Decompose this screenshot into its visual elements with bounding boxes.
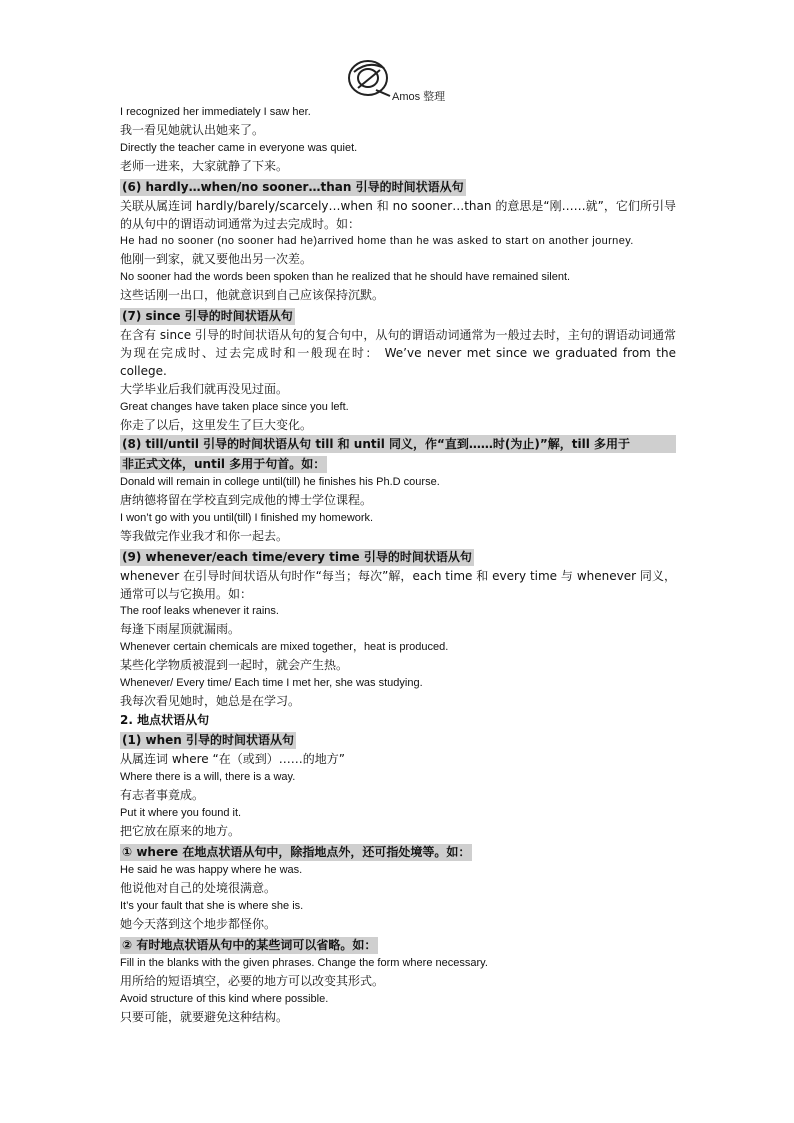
example-en: Fill in the blanks with the given phrases. Change the form where necessary. — [120, 957, 488, 969]
example-zh: 我一看见她就认出她来了。 — [120, 123, 265, 137]
example-zh: 他刚一到家，就又要他出另一次差。 — [120, 252, 313, 266]
example-en: Whenever/ Every time/ Each time I met her, she was studying. — [120, 677, 423, 689]
example-zh: 他说他对自己的处境很满意。 — [120, 881, 277, 895]
document-body — [120, 104, 676, 1027]
section-heading-9: (9) whenever/each time/every time 引导的时间状语从句 — [122, 550, 472, 564]
logo-icon — [346, 58, 392, 98]
note-heading-1: ① where 在地点状语从句中，除指地点外，还可指处境等。如： — [122, 845, 471, 859]
example-en: Donald will remain in college until(till) he finishes his Ph.D course. — [120, 476, 440, 488]
example-zh: 用所给的短语填空，必要的地方可以改变其形式。 — [120, 974, 385, 988]
explanation-paragraph: 关联从属连词 hardly/barely/scarcely…when 和 no sooner…than 的意思是“刚……就”，它们所引导的从句中的谓语动词通常为过去完成时。如： — [120, 199, 676, 231]
example-zh: 某些化学物质被混到一起时，就会产生热。 — [120, 658, 349, 672]
example-zh: 大学毕业后我们就再没见过面。 — [120, 382, 289, 396]
logo-text: Amos 整理 — [392, 91, 446, 103]
explanation-paragraph: whenever 在引导时间状语从句时作“每当；每次”解，each time 和 every time 与 whenever 同义，通常可以与它换用。如： — [120, 569, 676, 601]
section-heading-7: (7) since 引导的时间状语从句 — [122, 309, 293, 323]
example-zh: 有志者事竟成。 — [120, 788, 205, 802]
section-title-2: 2. 地点状语从句 — [120, 713, 210, 727]
example-zh: 她今天落到这个地步都怪你。 — [120, 917, 277, 931]
example-zh: 把它放在原来的地方。 — [120, 824, 241, 838]
section-heading-8-cont: 非正式文体，until 多用于句首。如： — [122, 457, 326, 471]
subsection-heading-1: (1) when 引导的时间状语从句 — [122, 733, 294, 747]
example-en: The roof leaks whenever it rains. — [120, 605, 279, 617]
example-zh: 这些话刚一出口，他就意识到自己应该保持沉默。 — [120, 288, 385, 302]
example-en: No sooner had the words been spoken than he realized that he should have remained silent. — [120, 271, 571, 283]
example-zh: 我每次看见她时，她总是在学习。 — [120, 694, 301, 708]
section-heading-6: (6) hardly…when/no sooner…than 引导的时间状语从句 — [122, 180, 464, 194]
example-zh: 只要可能，就要避免这种结构。 — [120, 1010, 289, 1024]
example-en: Where there is a will, there is a way. — [120, 771, 296, 783]
example-en: Directly the teacher came in everyone was quiet. — [120, 142, 358, 154]
explanation-paragraph: 在含有 since 引导的时间状语从句的复合句中，从句的谓语动词通常为一般过去时，主句的谓语动词通常为现在完成时、过去完成时和一般现在时： We’ve never met since we graduated from the college. — [120, 328, 676, 378]
explanation-line: 从属连词 where “在（或到）……的地方” — [120, 752, 345, 766]
example-en: Whenever certain chemicals are mixed together，heat is produced. — [120, 641, 449, 653]
example-zh: 唐纳德将留在学校直到完成他的博士学位课程。 — [120, 493, 373, 507]
example-zh: 每逢下雨屋顶就漏雨。 — [120, 622, 241, 636]
example-zh: 老师一进来，大家就静了下来。 — [120, 159, 289, 173]
example-en: He had no sooner (no sooner had he)arrived home than he was asked to start on another journey. — [120, 235, 634, 247]
example-en: Avoid structure of this kind where possible. — [120, 993, 329, 1005]
example-zh: 等我做完作业我才和你一起去。 — [120, 529, 289, 543]
example-zh: 你走了以后，这里发生了巨大变化。 — [120, 418, 313, 432]
example-en: Great changes have taken place since you left. — [120, 401, 349, 413]
example-en: It’s your fault that she is where she is. — [120, 900, 304, 912]
example-en: I recognized her immediately I saw her. — [120, 106, 311, 118]
section-heading-8: (8) till/until 引导的时间状语从句 till 和 until 同义，作“直到……时(为止)”解，till 多用于 — [120, 435, 676, 453]
example-en: Put it where you found it. — [120, 807, 242, 819]
example-en: I won’t go with you until(till) I finished my homework. — [120, 512, 374, 524]
note-heading-2: ② 有时地点状语从句中的某些词可以省略。如： — [122, 938, 377, 952]
example-en: He said he was happy where he was. — [120, 864, 303, 876]
